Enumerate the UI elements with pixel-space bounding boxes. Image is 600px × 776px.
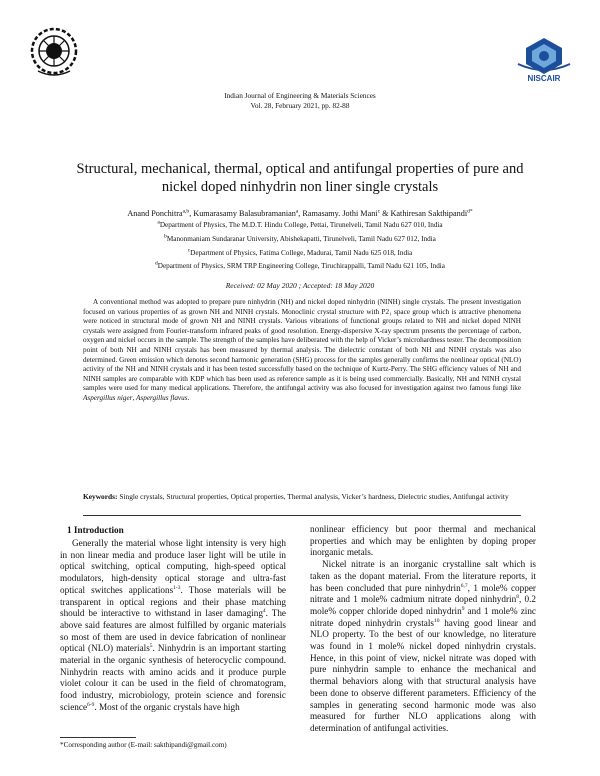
author-affil-mark: a: [295, 208, 299, 215]
niscair-label: NISCAIR: [527, 74, 561, 83]
author-name: Ramasamy. Jothi Mani: [302, 209, 378, 218]
body-text: , 0.2 mole% copper chloride doped ninhydrin: [310, 594, 537, 616]
affiliation: [60, 235, 540, 244]
body-text: . The above said features are almost fulfilled by organic materials so most of them are used in device fabrication of nonlinear optical (NLO) materials: [60, 608, 286, 654]
received-accepted-dates: Received: 02 May 2020 ; Accepted: 18 May 2020: [225, 281, 375, 290]
journal-header: [150, 91, 450, 111]
body-text: having good linear and NLO property. To the best of our knowledge, no literature was found in 1 mole% nickel doped ninhydrin crystals. Hence, in this point of view, nickel nitrate was doped with pure ninhydrin sample to enhance the mechanical and thermal behaviors along with that structural analysis have been done to observe different parameters. Efficiency of the samples in generating second harmonic mode was also measured for further NLO applications along with determination of antifungal activities.: [310, 617, 536, 733]
affiliation: [60, 262, 540, 271]
paragraph: [310, 559, 536, 735]
paragraph: [310, 524, 536, 559]
citation: 5: [149, 643, 153, 650]
csir-logo: [30, 27, 78, 79]
affil-text: Department of Physics, Fatima College, Madurai, Tamil Nadu 625 018, India: [190, 249, 413, 257]
author-name: Kumarasamy Balasubramanian: [193, 209, 296, 218]
affil-mark: a: [157, 219, 160, 226]
author-separator: ,: [189, 209, 194, 218]
author-separator: ,: [298, 209, 303, 218]
body-column-left: [60, 538, 286, 714]
citation: 6,7: [460, 582, 468, 589]
body-text: Nickel nitrate is an inorganic crystalline salt which is taken as the dopant material. From the literature reports, it has been concluded that pure ninhydrin: [310, 559, 536, 593]
body-column-right: [310, 524, 536, 735]
body-text: . Most of the organic crystals have high: [94, 701, 240, 712]
affil-mark: b: [164, 233, 167, 240]
paragraph: [60, 538, 286, 714]
body-text: . Those materials will be transparent in optical regions and their phase matching should be interactive to withstand in laser damaging: [60, 584, 286, 619]
body-text: , 1 mole% copper nitrate and 1 mole% cadmium nitrate doped ninhydrin: [310, 582, 536, 605]
citation: 6-9: [87, 701, 95, 708]
affil-mark: d: [155, 260, 158, 267]
affiliation: [60, 249, 540, 258]
keywords: [83, 492, 521, 502]
article-title: [48, 161, 552, 196]
niscair-logo: [508, 34, 580, 84]
citation: 9: [461, 605, 465, 612]
citation: 8: [516, 594, 519, 601]
abstract-fungus-2: Aspergillus flavus: [136, 393, 188, 402]
author-affil-mark: a,b: [182, 208, 190, 215]
journal-name: Indian Journal of Engineering & Materials Sciences: [224, 91, 376, 100]
author-separator: &: [380, 209, 391, 218]
body-text: nonlinear efficiency but poor thermal and mechanical properties and which may be enlighten by doping proper inorganic metals.: [310, 524, 536, 558]
author-affil-mark: c: [377, 208, 381, 215]
keywords-text: Single crystals, Structural properties, Optical properties, Thermal analysis, Vicker’s hardness, Dielectric studies, Antifungal activity: [117, 492, 509, 501]
journal-volume: Vol. 28, February 2021, pp. 82-88: [250, 101, 350, 110]
abstract-end: .: [187, 393, 190, 402]
body-text: Generally the material whose light intensity is very high in non linear media and produce laser light will be utile in optical switching, optical computing, high-speed optical modulators, high-density optical storage and ultra-fast optical switches applications: [60, 538, 286, 595]
citation: 4: [262, 608, 266, 615]
keywords-label: Keywords:: [83, 492, 118, 501]
affil-text: Department of Physics, The M.D.T. Hindu College, Pettai, Tirunelveli, Tamil Nadu 627 010, India: [159, 221, 443, 229]
body-text: and 1 mole% zinc nitrate doped ninhydrin crystals: [310, 605, 536, 628]
abstract: [83, 298, 521, 404]
affil-text: Department of Physics, SRM TRP Engineering College, Tiruchirappalli, Tamil Nadu 621 105, India: [157, 262, 445, 270]
affil-text: Manonmaniam Sundaranar University, Abishekapatti, Tirunelveli, Tamil Nadu 627 012, India: [166, 235, 436, 243]
title-line-2: nickel doped ninhydrin non liner single crystals: [161, 178, 439, 195]
affil-mark: c: [187, 247, 191, 254]
abstract-fungus-1: Aspergillus niger: [83, 393, 133, 402]
abstract-joiner: ,: [132, 393, 137, 402]
body-text: . Ninhydrin is an important starting material in the organic synthesis of heterocyclic compound. Ninhydrin reacts with amino acids and it produce purple violet colour it can be used in the field of chromatogram, food industry, microbiology, protein science and forensic science: [60, 643, 286, 712]
author-list: [60, 208, 540, 219]
author-affil-mark: d*: [467, 208, 473, 215]
affiliation: [60, 221, 540, 230]
author-name: Kathiresan Sakthipandi: [390, 209, 468, 218]
citation: 10: [433, 617, 440, 624]
author-name: Anand Ponchitra: [127, 209, 183, 218]
abstract-divider: [83, 515, 521, 516]
corresponding-author-footnote: *Corresponding author (E-mail: sakthipandi@gmail.com): [60, 741, 227, 749]
abstract-text: A conventional method was adopted to prepare pure ninhydrin (NH) and nickel doped ninhydrin (NINH) single crystals. The present investigation focused on various properties of as grown NH and NINH crystals. Monoclinic crystal structure with P2₁ space group which is attractive phenomena were noticed in structural mode of grown NH and NINH crystals. Various vibrations of functional groups related to NH and nickel doped NINH crystals were assigned from Fourier-transform infrared peaks of good resolution. Energy-dispersive X-ray spectrum presents the percentage of carbon, oxygen and nickel occurs in the sample. The strength of the samples have deliberated with the help of Vicker’s microhardness tester. The decomposition point of both NH and NINH crystals has been measured by thermal analysis. The dielectric constant of both NH and NINH crystals was also determined. Green emission which denotes second harmonic generation (SHG) process for the samples generally confirms the nonlinear optical (NLO) activity of the NH and NINH crystals and it has been tested successfully based on the technique of Kurtz-Perry. The SHG efficiency values of NH and NINH samples are comparable with KDP which has been used as reference sample as it is being used commercially. Basically, NH and NINH crystal samples were used for many medical applications. Therefore, the antifungal activity was also focused for investigation against two famous fungi like: [83, 298, 521, 393]
title-line-1: Structural, mechanical, thermal, optical and antifungal properties of pure and: [76, 161, 524, 177]
section-heading: 1 Introduction: [67, 525, 124, 535]
citation: 1-3: [173, 584, 181, 591]
footnote-divider: [60, 737, 136, 738]
